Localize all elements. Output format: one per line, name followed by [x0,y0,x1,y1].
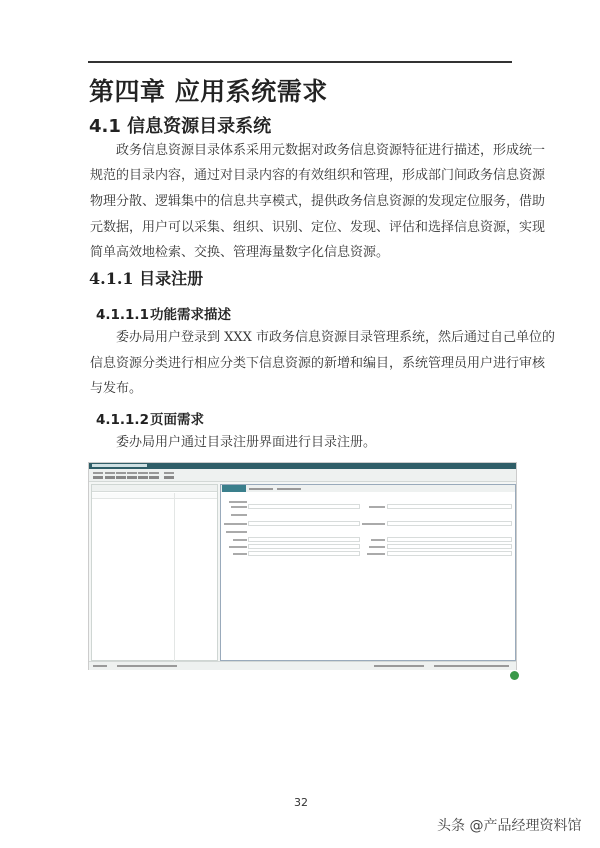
toolbar-button [149,472,159,479]
paragraph-line: 委办局用户登录到 XXX 市政务信息资源目录管理系统，然后通过自己单位的 [116,330,556,345]
form-tabs [221,485,515,492]
toolbar-button [105,472,115,479]
watermark: 头条 @产品经理资料馆 [437,818,582,834]
form-panel [220,484,516,661]
item-title: 页面需求 [150,412,204,428]
toolbar-button [164,472,174,479]
chapter-title: 第四章 应用系统需求 [89,77,328,106]
tab [249,485,273,492]
item-title: 功能需求描述 [150,307,231,323]
toolbar-button [93,472,103,479]
paragraph-line: 元数据，用户可以采集、组织、识别、定位、发现、评估和选择信息资源，实现 [90,220,546,235]
subsection-title: 4.1.1 目录注册 [89,269,204,288]
item-heading [96,303,231,323]
tree-search [92,485,217,492]
paragraph-line: 政务信息资源目录体系采用元数据对政务信息资源特征进行描述，形成统一 [116,143,546,158]
embedded-screenshot [88,462,517,670]
paragraph-line: 简单高效地检索、交换、管理海量数字化信息资源。 [90,245,390,260]
item-number: 4.1.1.2 [96,412,149,428]
paragraph-line: 规范的目录内容，通过对目录内容的有效组织和管理，形成部门间政务信息资源 [90,168,546,183]
float-button [510,671,519,680]
paragraph-line: 信息资源分类进行相应分类下信息资源的新增和编目，系统管理员用户进行审核 [90,356,546,371]
toolbar [89,469,516,482]
item-number: 4.1.1.1 [96,307,149,323]
page-number: 32 [294,796,308,809]
toolbar-button [138,472,148,479]
status-bar [89,661,516,670]
toolbar-button [116,472,126,479]
tab-active [222,485,246,492]
item-heading [96,408,204,428]
section-title: 4.1 信息资源目录系统 [89,116,272,137]
paragraph-line: 与发布。 [90,381,143,396]
toolbar-button [127,472,137,479]
tab [277,485,301,492]
paragraph-line: 物理分散、逻辑集中的信息共享模式，提供政务信息资源的发现定位服务，借助 [90,194,546,209]
paragraph-line: 委办局用户通过目录注册界面进行目录注册。 [116,435,377,450]
tree-panel [91,484,218,661]
header-rule [88,61,512,63]
